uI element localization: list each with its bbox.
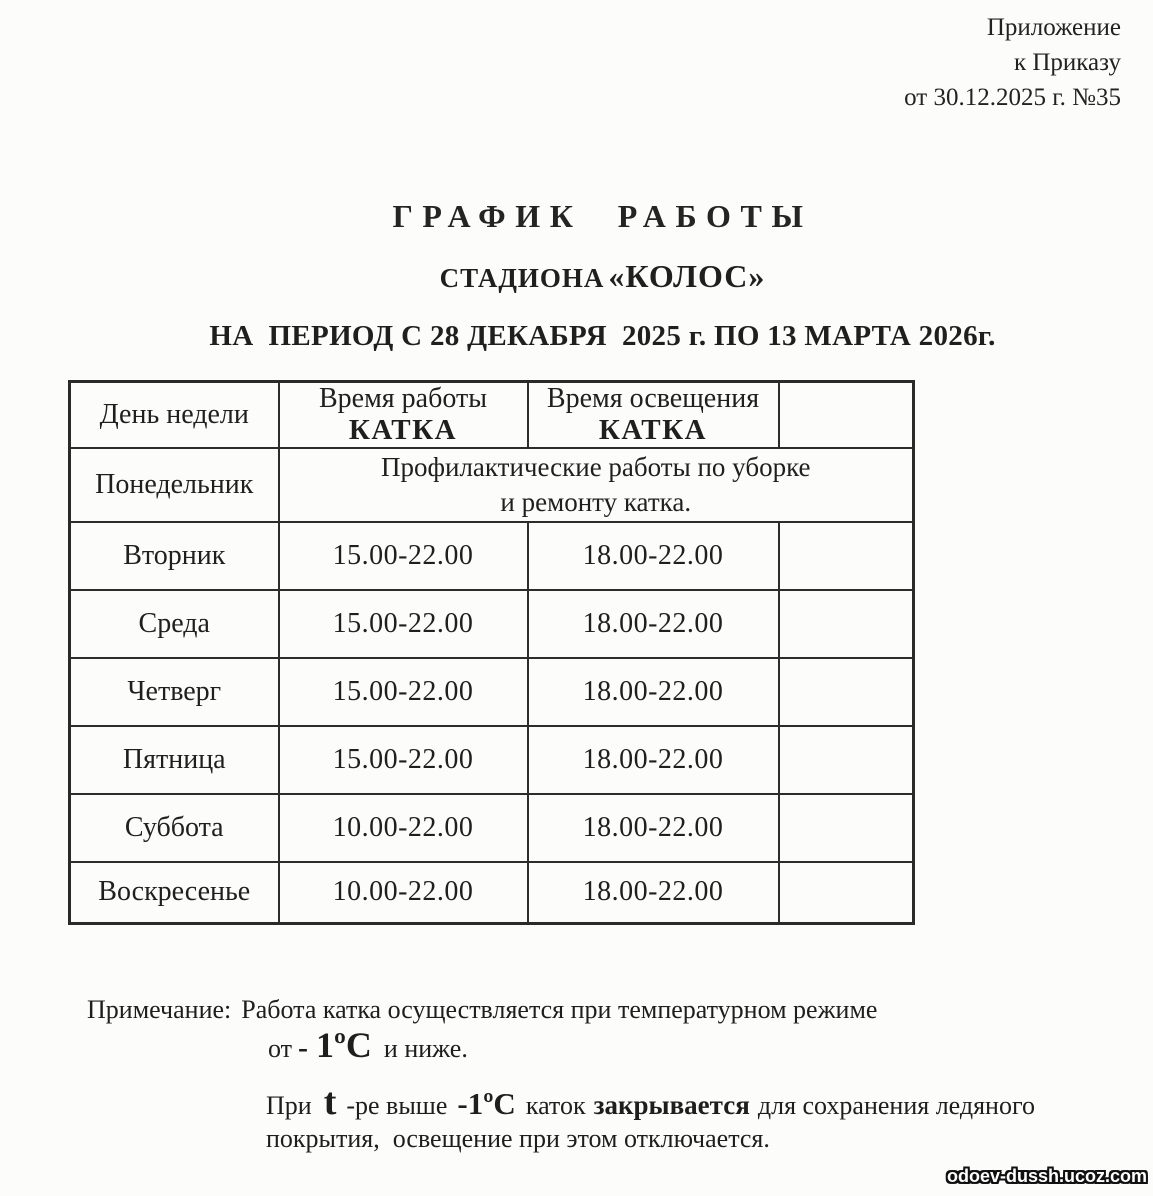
day-cell: Понедельник — [70, 448, 279, 522]
note-line3-text-b: каток — [525, 1091, 586, 1120]
document-title: ГРАФИК РАБОТЫ — [392, 198, 813, 234]
work-time-cell: 15.00-22.00 — [279, 726, 528, 794]
day-cell: Вторник — [70, 522, 279, 590]
note-line-3 — [266, 1080, 1035, 1124]
day-cell: Воскресенье — [70, 862, 279, 924]
corner-line-2: к Приказу — [1013, 49, 1121, 76]
temperature-threshold: -1ºС — [457, 1086, 516, 1121]
site-watermark: odoev-dussh.ucoz.com — [946, 1166, 1147, 1186]
table-row-monday — [70, 448, 914, 522]
table-row — [70, 658, 914, 726]
note-line3-prefix: При — [266, 1091, 312, 1120]
schedule-table — [68, 380, 915, 925]
table-row — [70, 522, 914, 590]
table-row — [70, 862, 914, 924]
empty-cell — [779, 522, 914, 590]
header-work-line1: Время работы — [318, 383, 488, 415]
header-work-column — [279, 382, 528, 448]
light-time-cell: 18.00-22.00 — [528, 590, 779, 658]
table-row — [70, 590, 914, 658]
note-line3-text-a: -ре выше — [346, 1091, 448, 1120]
note-label: Примечание: — [87, 995, 232, 1024]
empty-cell — [779, 862, 914, 924]
corner-reference — [904, 10, 1121, 115]
maintenance-note-line1: Профилактические работы по уборке — [381, 451, 811, 482]
document-period: НА ПЕРИОД С 28 ДЕКАБРЯ 2025 г. ПО 13 МАРТА 2026г. — [209, 320, 996, 352]
note-line2-prefix: от — [268, 1034, 293, 1063]
maintenance-note-line2: и ремонту катка. — [500, 486, 692, 517]
t-symbol: t — [323, 1081, 337, 1123]
subtitle-prefix: СТАДИОНА — [439, 263, 605, 293]
table-row — [70, 726, 914, 794]
empty-cell — [779, 658, 914, 726]
corner-line-1: Приложение — [986, 14, 1121, 41]
light-time-cell: 18.00-22.00 — [528, 726, 779, 794]
closed-word: закрывается — [593, 1090, 750, 1120]
empty-cell — [779, 794, 914, 862]
header-light-column — [528, 382, 779, 448]
day-cell: Среда — [70, 590, 279, 658]
corner-line-3: от 30.12.2025 г. №35 — [904, 84, 1121, 111]
note-line-2 — [268, 1024, 468, 1066]
work-time-cell: 10.00-22.00 — [279, 794, 528, 862]
temperature-value: 1ºС — [316, 1025, 372, 1065]
header-light-line2: КАТКА — [598, 414, 708, 447]
maintenance-note-cell — [279, 448, 914, 522]
light-time-cell: 18.00-22.00 — [528, 794, 779, 862]
note-line2-suffix: и ниже. — [383, 1034, 468, 1063]
subtitle-stadium-name: «КОЛОС» — [608, 258, 766, 294]
work-time-cell: 15.00-22.00 — [279, 590, 528, 658]
work-time-cell: 15.00-22.00 — [279, 522, 528, 590]
day-cell: Пятница — [70, 726, 279, 794]
header-work-line2: КАТКА — [348, 414, 458, 447]
note-line-4: покрытия, освещение при этом отключается. — [266, 1124, 770, 1153]
note-line3-text-c: для сохранения ледяного — [757, 1091, 1035, 1120]
document-subtitle — [26, 258, 1153, 295]
table-header-row — [70, 382, 914, 448]
work-time-cell: 15.00-22.00 — [279, 658, 528, 726]
header-empty-column — [779, 382, 914, 448]
minus-sign: - — [298, 1031, 309, 1064]
day-cell: Четверг — [70, 658, 279, 726]
header-day-column: День недели — [70, 382, 279, 448]
work-time-cell: 10.00-22.00 — [279, 862, 528, 924]
empty-cell — [779, 726, 914, 794]
day-cell: Суббота — [70, 794, 279, 862]
light-time-cell: 18.00-22.00 — [528, 522, 779, 590]
table-row — [70, 794, 914, 862]
header-light-line1: Время освещения — [546, 383, 760, 415]
light-time-cell: 18.00-22.00 — [528, 862, 779, 924]
empty-cell — [779, 590, 914, 658]
light-time-cell: 18.00-22.00 — [528, 658, 779, 726]
note-line-1 — [87, 995, 877, 1025]
note-line1-text: Работа катка осуществляется при температурном режиме — [241, 995, 878, 1024]
